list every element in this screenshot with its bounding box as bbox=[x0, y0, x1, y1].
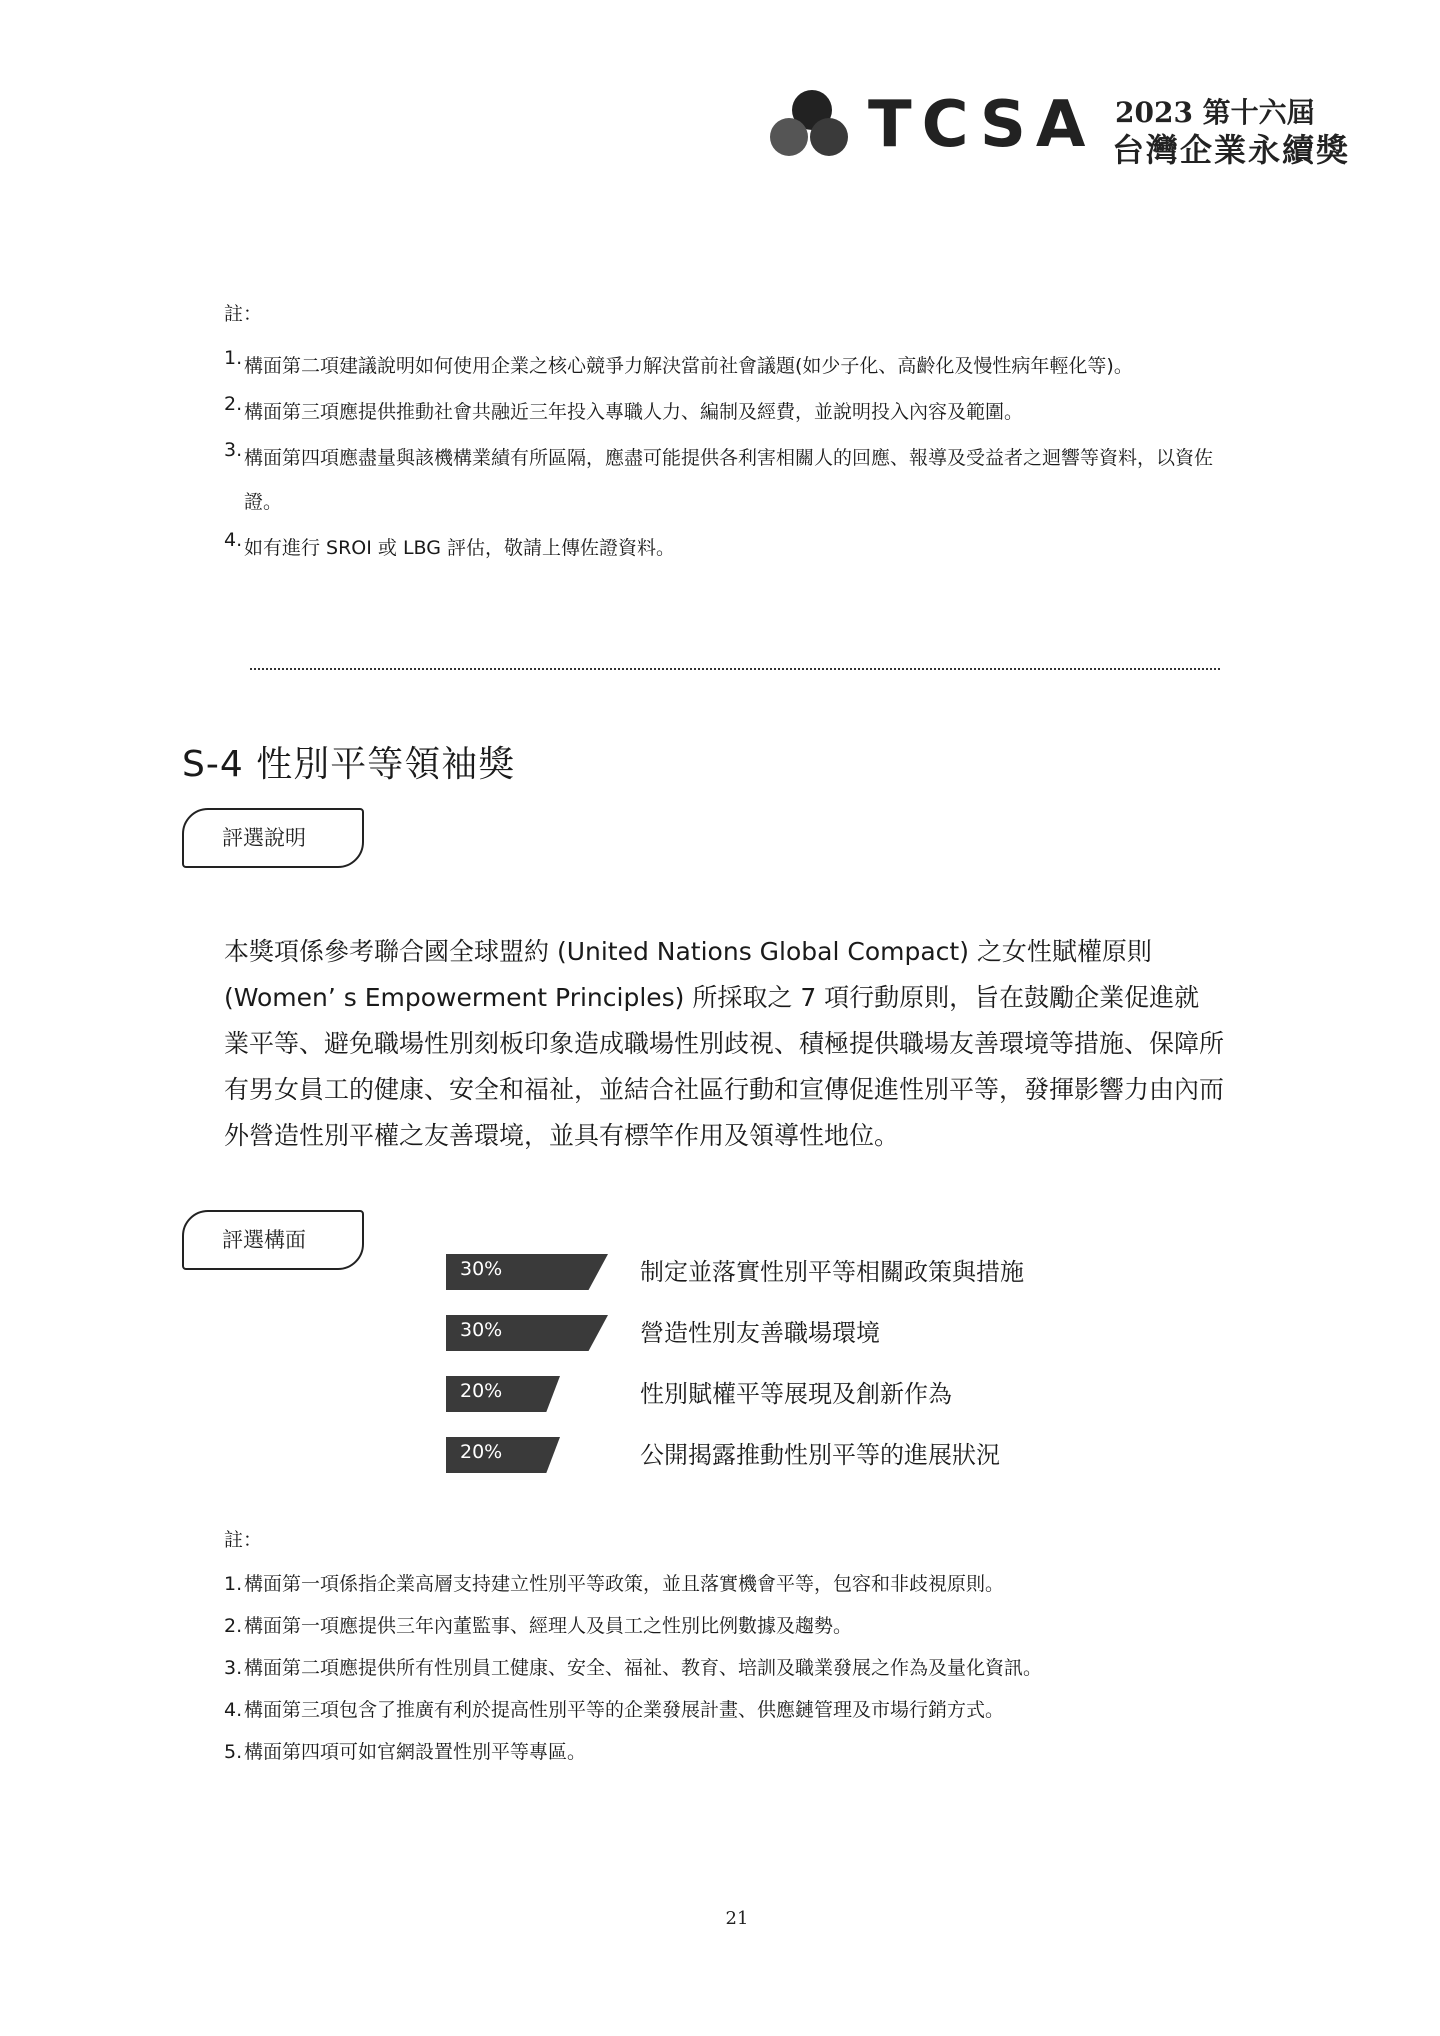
section-title: S-4 性別平等領袖獎 bbox=[182, 744, 516, 786]
note-item: 5. 構面第四項可如官網設置性別平等專區。 bbox=[224, 1741, 587, 1763]
note-item: 3. 構面第四項應盡量與該機構業績有所區隔，應盡可能提供各利害相關人的回應、報導及受益者之迴響等資料，以資佐證。 bbox=[224, 439, 1214, 513]
criteria-text: 制定並落實性別平等相關政策與措施 bbox=[640, 1258, 1024, 1286]
note-item: 3. 構面第二項應提供所有性別員工健康、安全、福祉、教育、培訓及職業發展之作為及量化資訊。 bbox=[224, 1657, 1043, 1679]
note-item: 4. 構面第三項包含了推廣有利於提高性別平等的企業發展計畫、供應鏈管理及市場行銷方式。 bbox=[224, 1699, 1005, 1721]
criteria-item bbox=[440, 1246, 1140, 1307]
note-item: 4. 如有進行 SROI 或 LBG 評估，敬請上傳佐證資料。 bbox=[224, 529, 675, 559]
notes-bottom bbox=[224, 1526, 1214, 1780]
note-item: 2. 構面第一項應提供三年內董監事、經理人及員工之性別比例數據及趨勢。 bbox=[224, 1615, 853, 1637]
tag-criteria: 評選構面 bbox=[182, 1210, 364, 1270]
tag-description: 評選說明 bbox=[182, 808, 364, 868]
tcsa-logo-icon bbox=[770, 90, 850, 160]
criteria-list bbox=[440, 1246, 1140, 1490]
award-name: 台灣企業永續獎 bbox=[1112, 131, 1351, 169]
criteria-text: 性別賦權平等展現及創新作為 bbox=[640, 1380, 952, 1408]
note-item: 1. 構面第二項建議說明如何使用企業之核心競爭力解決當前社會議題(如少子化、高齡化及慢性病年輕化等)。 bbox=[224, 347, 1133, 377]
criteria-percent: 20% bbox=[460, 1380, 503, 1402]
criteria-item bbox=[440, 1368, 1140, 1429]
criteria-percent: 20% bbox=[460, 1441, 503, 1463]
page-number: 21 bbox=[725, 1908, 749, 1929]
notes-top bbox=[224, 300, 1234, 572]
criteria-item bbox=[440, 1307, 1140, 1368]
logo-text: TCSA bbox=[868, 88, 1096, 162]
note-item: 2. 構面第三項應提供推動社會共融近三年投入專職人力、編制及經費，並說明投入內容及範圍。 bbox=[224, 393, 1024, 423]
criteria-percent: 30% bbox=[460, 1258, 503, 1280]
tcsa-logo bbox=[770, 85, 1370, 169]
criteria-item bbox=[440, 1429, 1140, 1490]
criteria-text: 公開揭露推動性別平等的進展狀況 bbox=[640, 1441, 1000, 1469]
award-edition: 2023 第十六屆 bbox=[1115, 96, 1315, 129]
section-divider bbox=[250, 668, 1220, 670]
note-item: 1. 構面第一項係指企業高層支持建立性別平等政策，並且落實機會平等，包容和非歧視原則。 bbox=[224, 1573, 1005, 1595]
award-description: 本獎項係參考聯合國全球盟約 (United Nations Global Compact) 之女性賦權原則 (Women’ s Empowerment Principles) 所採取之 7 項行動原則，旨在鼓勵企業促進就業平等、避免職場性別刻板印象造成職場性別歧視、積極提供職場友善環境等措施、保障所有男女員工的健康、安全和福祉，並結合社區行動和宣傳促進性別平等，發揮影響力由內而外營造性別平權之友善環境，並具有標竿作用及領導性地位。 bbox=[224, 937, 1225, 1150]
criteria-text: 營造性別友善職場環境 bbox=[640, 1319, 880, 1347]
notes-label: 註： bbox=[224, 303, 263, 325]
notes-label: 註： bbox=[224, 1529, 263, 1551]
criteria-percent: 30% bbox=[460, 1319, 503, 1341]
